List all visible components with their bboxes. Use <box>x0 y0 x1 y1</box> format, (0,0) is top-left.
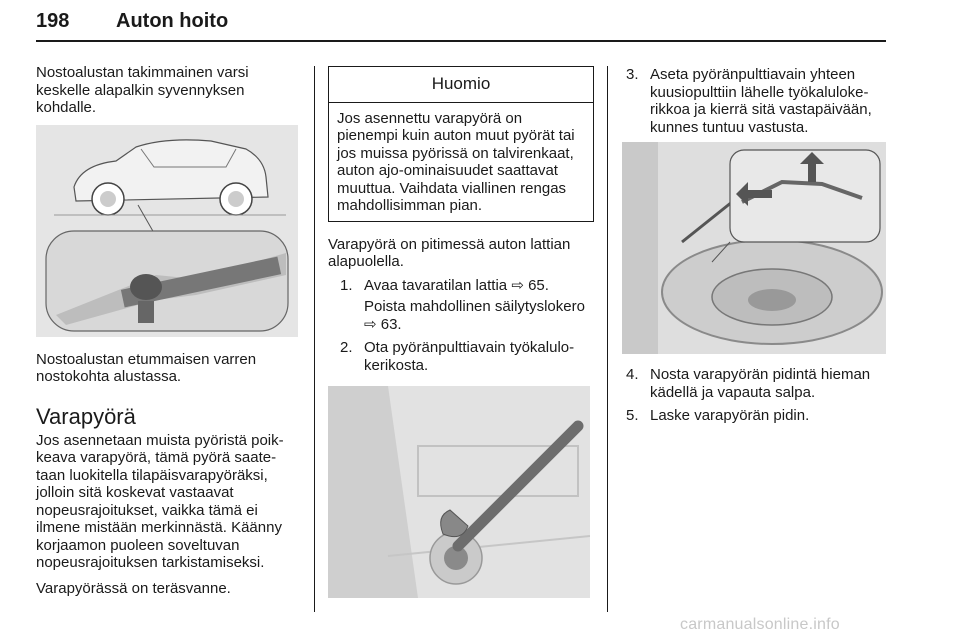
section-heading: Varapyörä <box>36 403 136 429</box>
paragraph: Varapyörä on pitimessä auton lattian alapuolella. <box>328 235 571 270</box>
wrench-in-storage-illustration <box>328 386 590 598</box>
page-number: 198 <box>36 10 70 32</box>
caution-title: Huomio <box>329 67 593 103</box>
cross-reference-arrow-icon: ⇨ <box>511 276 524 294</box>
header-rule <box>36 40 886 42</box>
list-item: 2. Ota pyöränpulttiavain työkalulokerikosta. <box>340 339 575 374</box>
paragraph: Nostoalustan takimmainen varsi keskelle alapalkin syvennyksen kohdalle. <box>36 64 249 116</box>
page-header <box>36 6 886 42</box>
page-reference[interactable]: 65. <box>528 276 549 294</box>
paragraph: Jos asennetaan muista pyöristä poikkeava varapyörä, tämä pyörä saatetaan luokitella tilapäisvarapyöräksi, jolloin sitä koskevat vastaavat nopeusrajoitukset, vaikka tämä ei ilmene mistään merkinnästä. Käänny korjaamon puoleen soveltuvan nopeusrajoituksen tarkistamiseksi. <box>36 431 284 571</box>
list-item: 3. Aseta pyöränpulttiavain yhteen kuusiopulttiin lähelle työkalulokerikkoa ja kierrä sitä vastapäivään, kunnes tuntuu vastusta. <box>626 66 872 136</box>
car-jack-diagram <box>36 125 298 337</box>
column-3 <box>622 56 888 425</box>
paragraph: Nostoalustan etummaisen varren nostokohta alustassa. <box>36 350 257 385</box>
list-item: 1. Avaa tavaratilan lattia ⇨ 65. Poista mahdollinen säilytyslokero ⇨ 63. <box>340 276 585 333</box>
spare-wheel-diagram <box>622 142 886 354</box>
watermark: carmanualsonline.info <box>680 616 840 633</box>
column-2 <box>328 56 594 598</box>
section-title: Auton hoito <box>116 10 229 32</box>
column-divider <box>607 66 608 612</box>
lifting-point-illustration <box>36 125 298 337</box>
column-divider <box>314 66 315 612</box>
caution-box <box>328 66 594 222</box>
wrench-diagram <box>328 386 590 598</box>
caution-text: Jos asennettu varapyörä on pienempi kuin auton muut pyörät tai jos muissa pyörissä on talvirenkaat, auton ajo-ominaisuudet saattavat muuttua. Vaihdata viallinen rengas mahdollisimman pian. <box>337 109 575 214</box>
list-item: 4. Nosta varapyörän pidintä hieman kädellä ja vapauta salpa. <box>626 366 871 401</box>
paragraph: Varapyörässä on teräsvanne. <box>36 579 231 597</box>
cross-reference-arrow-icon: ⇨ <box>364 315 377 333</box>
list-item: 5. Laske varapyörän pidin. <box>626 407 810 424</box>
column-1 <box>36 56 300 597</box>
page-reference[interactable]: 63. <box>380 315 402 333</box>
spare-wheel-holder-illustration <box>622 142 886 354</box>
